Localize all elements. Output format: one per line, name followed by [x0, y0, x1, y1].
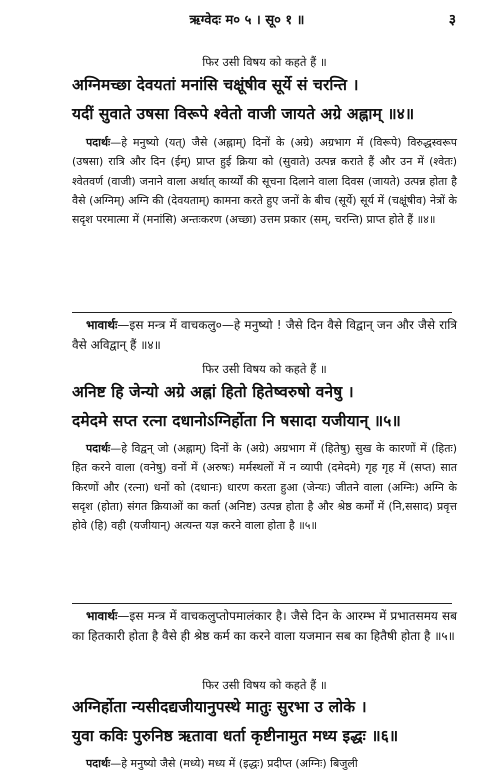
- page-number: ३: [448, 12, 456, 28]
- verse-line: दमेदमे सप्त रत्ना दधानोऽग्निर्होता नि षसादा यजीयान् ॥५॥: [72, 412, 401, 430]
- padartha-label: पदार्थः: [86, 136, 111, 149]
- section-3-verse: [72, 693, 457, 751]
- verse-line: अग्निर्होता न्यसीदद्यजीयानुपस्थे मातुः सुरभा उ लोके ।: [72, 698, 367, 716]
- bhavartha-label: भावार्थः: [86, 318, 118, 332]
- section-1-padartha: [72, 133, 457, 229]
- verse-line: अनिष्ट हि जेन्यो अग्रे अह्नां हितो हितेष्वरुषो वनेषु ।: [72, 383, 354, 401]
- verse-line: युवा कविः पुरुनिष्ठ ऋतावा धर्ता कृष्टीनामुत मध्य इद्धः ॥६॥: [72, 727, 399, 745]
- page-header: [0, 10, 494, 36]
- divider: [72, 312, 452, 313]
- section-2-padartha: [72, 439, 457, 535]
- section-2-bhavartha: [72, 606, 457, 646]
- section-3-padartha: [72, 754, 457, 773]
- running-title: ऋग्वेदः म० ५ । सू० १ ॥: [189, 13, 305, 28]
- divider: [72, 603, 452, 604]
- section-1-bhavartha: [72, 315, 457, 355]
- section-2-verse: [72, 378, 457, 436]
- section-1-intro: फिर उसी विषय को कहते हैं ॥: [202, 55, 327, 69]
- bhavartha-text: —इस मन्त्र में वाचकलुप्तोपमालंकार है। जैसे दिन के आरम्भ में प्रभातसमय सब का हितकारी होता है वैसे ही श्रेष्ठ कर्म का करने वाला यजमान सब का हितैषी होता है ॥५॥: [72, 609, 457, 643]
- bhavartha-label: भावार्थः: [86, 609, 118, 623]
- bhavartha-text: —इस मन्त्र में वाचकलु०—हे मनुष्यो ! जैसे दिन वैसे विद्वान् जन और जैसे रात्रि वैसे अविद्वान् हैं ॥४॥: [72, 318, 457, 352]
- section-1-verse: [72, 71, 457, 129]
- verse-line: अग्निमच्छा देवयतां मनांसि चक्षूंषीव सूर्ये सं चरन्ति ।: [72, 76, 359, 94]
- padartha-text: —हे विद्वन् जो (अह्नाम्) दिनों के (अग्रे) अग्रभाग में (हितेषु) सुख के कारणों में (हितः) हित करने वाला (वनेषु) वनों में (अरुषः) मर्मस्थलों में न व्यापी (दमेदमे) गृह गृह में (सप्त) सात किरणों और (रत्ना) धनों को (दधानः) धारण करता हुआ (जेन्यः) जीतने वाला (अग्निः) अग्नि के सदृश (होता) संगत क्रियाओं का कर्ता (अनिष्ट) उत्पन्न होता है और श्रेष्ठ कर्मों में (नि,ससाद) प्रवृत्त होवे (हि) वही (यजीयान्) अत्यन्त यज्ञ करने वाला होता है ॥५॥: [72, 442, 457, 533]
- padartha-label: पदार्थः: [86, 442, 111, 455]
- section-3-intro: फिर उसी विषय को कहते हैं ॥: [202, 678, 327, 692]
- section-2-intro: फिर उसी विषय को कहते हैं ॥: [202, 362, 327, 376]
- padartha-text: —हे मनुष्यो (यत्) जैसे (अह्नाम्) दिनों के (अग्रे) अग्रभाग में (विरूपे) विरुद्धस्वरूप (उषसा) रात्रि और दिन (ईम्) प्राप्त हुई क्रिया को (सुवाते) उत्पन्न कराते हैं और उन में (श्वेतः) श्वेतवर्ण (वाजी) जनाने वाला अर्थात् कार्य्यों की सूचना दिलाने वाला दिवस (जायते) उत्पन्न होता है वैसे (अग्निम्) अग्नि की (देवयताम्) कामना करते हुए जनों के बीच (सूर्ये) सूर्य में (चक्षूंषीव) नेत्रों के सदृश परमात्मा में (मनांसि) अन्तःकरण (अच्छा) उत्तम प्रकार (सम्, चरन्ति) प्राप्त होते हैं ॥४॥: [72, 136, 457, 227]
- padartha-label: पदार्थः: [86, 757, 111, 770]
- padartha-text: —हे मनुष्यो जैसे (मध्ये) मध्य में (इद्धः) प्रदीप्त (अग्निः) बिजुली: [110, 757, 358, 770]
- verse-line: यदीं सुवाते उषसा विरूपे श्वेतो वाजी जायते अग्रे अह्नाम् ॥४॥: [72, 105, 415, 123]
